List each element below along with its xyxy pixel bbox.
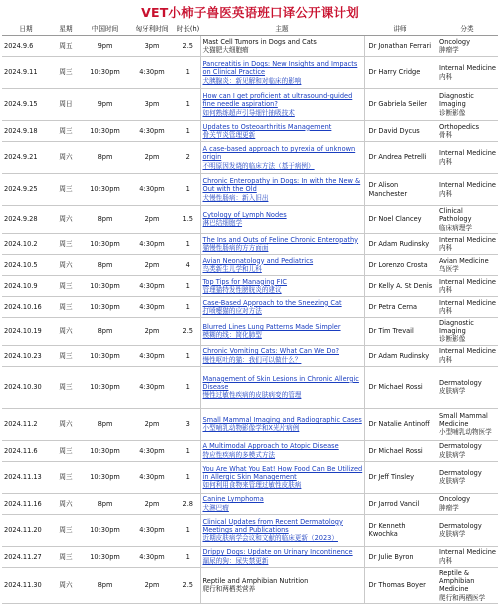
cell-china-time: 10:30pm (82, 461, 128, 493)
topic-link-en: Reptile and Amphibian Nutrition (202, 577, 309, 586)
cell-speaker: Dr Kelly A. St Denis (364, 275, 436, 296)
cell-category (436, 296, 498, 317)
topic-link-en[interactable]: You Are What You Eat! How Food Can Be Utilized in Allergic Skin Management (202, 464, 363, 482)
table-row (2, 567, 498, 603)
cell-date: 2024.11.2 (2, 408, 50, 440)
header-date: 日期 (2, 24, 50, 36)
cell-weekday: 周三 (50, 275, 82, 296)
topic-link-cn[interactable]: 淋巴结细胞学 (202, 219, 243, 228)
category-cn: 临床病理学 (439, 223, 472, 232)
header-duration: 时长(h) (176, 24, 200, 36)
category-en: Orthopedics (439, 122, 480, 131)
cell-category (436, 206, 498, 234)
cell-hungary-time: 2pm (128, 317, 176, 345)
cell-topic (200, 567, 364, 603)
cell-topic (200, 366, 364, 408)
cell-duration: 1 (176, 121, 200, 142)
cell-china-time: 10:30pm (82, 514, 128, 546)
cell-speaker: Dr Julie Byron (364, 546, 436, 567)
cell-china-time: 10:30pm (82, 233, 128, 254)
category-en: Internal Medicine (439, 235, 496, 244)
cell-topic (200, 440, 364, 461)
cell-hungary-time: 4:30pm (128, 461, 176, 493)
cell-duration: 2.5 (176, 317, 200, 345)
header-china-time: 中国时间 (82, 24, 128, 36)
cell-category (436, 440, 498, 461)
cell-speaker: Dr Gabriela Seiler (364, 89, 436, 121)
topic-link-en[interactable]: Canine Lymphoma (202, 495, 264, 504)
cell-duration: 1 (176, 440, 200, 461)
table-row (2, 233, 498, 254)
topic-link-cn[interactable]: 漏尿的狗：尿失禁更新 (202, 556, 269, 565)
topic-link-en[interactable]: Small Mammal Imaging and Radiographic Cases (202, 415, 362, 424)
cell-duration: 1 (176, 296, 200, 317)
cell-china-time: 8pm (82, 408, 128, 440)
topic-link-en[interactable]: Chronic Enteropathy in Dogs: In with the New & Out with the Old (202, 177, 361, 194)
cell-hungary-time: 2pm (128, 254, 176, 275)
cell-topic (200, 89, 364, 121)
cell-weekday: 周三 (50, 345, 82, 366)
category-cn: 小型哺乳动物医学 (439, 428, 492, 437)
cell-topic (200, 408, 364, 440)
category-cn: 骨科 (439, 131, 453, 139)
table-row (2, 546, 498, 567)
category-cn: 肿瘤学 (439, 503, 459, 512)
schedule-table (2, 24, 498, 604)
cell-china-time: 10:30pm (82, 174, 128, 206)
category-cn: 皮肤病学 (439, 530, 466, 539)
cell-weekday: 周三 (50, 461, 82, 493)
cell-weekday: 周六 (50, 254, 82, 275)
cell-duration: 1 (176, 546, 200, 567)
cell-date: 2024.11.13 (2, 461, 50, 493)
cell-category (436, 121, 498, 142)
cell-speaker: Dr Adam Rudinsky (364, 345, 436, 366)
topic-link-en[interactable]: Clinical Updates from Recent Dermatology Meetings and Publications (202, 517, 343, 535)
cell-duration: 2.8 (176, 493, 200, 514)
cell-date: 2024.9.21 (2, 142, 50, 174)
cell-category (436, 36, 498, 57)
category-cn: 内科 (439, 157, 453, 166)
cell-topic (200, 345, 364, 366)
cell-china-time: 10:30pm (82, 275, 128, 296)
category-en: Internal Medicine (439, 149, 496, 158)
cell-category (436, 461, 498, 493)
cell-hungary-time: 4:30pm (128, 345, 176, 366)
cell-category (436, 275, 498, 296)
header-row (2, 24, 498, 36)
topic-link-cn[interactable]: 特应性疾病的多模式方法 (202, 450, 276, 459)
topic-link-cn[interactable]: 小型哺乳动物影像学和X光片病例 (202, 424, 300, 433)
cell-category (436, 546, 498, 567)
table-row (2, 254, 498, 275)
cell-duration: 1 (176, 366, 200, 408)
topic-link-cn[interactable]: 如何利用食物来管理过敏性皮肤病 (202, 481, 302, 490)
cell-speaker: Dr Kenneth Kwochka (364, 514, 436, 546)
cell-date: 2024.11.30 (2, 567, 50, 603)
cell-china-time: 10:30pm (82, 345, 128, 366)
category-cn: 爬行和两栖医学 (439, 593, 486, 602)
category-cn: 鸟医学 (439, 264, 459, 273)
cell-topic (200, 514, 364, 546)
topic-link-en: Mast Cell Tumors in Dogs and Cats (202, 37, 317, 46)
cell-category (436, 142, 498, 174)
cell-duration: 1 (176, 275, 200, 296)
topic-link-en[interactable]: Cytology of Lymph Nodes (202, 211, 287, 220)
topic-link-cn[interactable]: 猫慢性肠病的方方面面 (202, 243, 269, 252)
category-en: Internal Medicine (439, 548, 496, 557)
cell-category (436, 233, 498, 254)
cell-china-time: 9pm (82, 89, 128, 121)
cell-speaker: Dr Lorenzo Crosta (364, 254, 436, 275)
category-cn: 内科 (439, 72, 453, 81)
topic-link-en[interactable]: Case-Based Approach to the Sneezing Cat (202, 298, 342, 307)
cell-date: 2024.11.27 (2, 546, 50, 567)
cell-topic (200, 296, 364, 317)
cell-speaker: Dr Adam Rudinsky (364, 233, 436, 254)
cell-category (436, 317, 498, 345)
cell-duration: 1 (176, 89, 200, 121)
cell-hungary-time: 2pm (128, 206, 176, 234)
cell-date: 2024.10.16 (2, 296, 50, 317)
cell-hungary-time: 4:30pm (128, 275, 176, 296)
cell-weekday: 周六 (50, 567, 82, 603)
table-row (2, 275, 498, 296)
cell-speaker: Dr Alison Manchester (364, 174, 436, 206)
cell-category (436, 57, 498, 89)
cell-china-time: 10:30pm (82, 440, 128, 461)
category-cn: 诊断影像 (439, 335, 466, 344)
cell-duration: 1 (176, 57, 200, 89)
cell-china-time: 8pm (82, 254, 128, 275)
header-category: 分类 (436, 24, 498, 36)
cell-duration: 1.5 (176, 206, 200, 234)
topic-link-cn: 犬猫肥大细胞瘤 (202, 46, 249, 54)
cell-hungary-time: 3pm (128, 36, 176, 57)
cell-topic (200, 206, 364, 234)
topic-link-en[interactable]: Avian Neonatology and Pediatrics (202, 256, 314, 265)
category-en: Dermatology (439, 468, 482, 477)
table-row (2, 36, 498, 57)
cell-speaker: Dr Noel Clancey (364, 206, 436, 234)
topic-link-en[interactable]: A Multimodal Approach to Atopic Disease (202, 442, 339, 451)
topic-link-cn[interactable]: 犬胰腺炎：新见解和对临床的影响 (202, 76, 302, 85)
cell-topic (200, 233, 364, 254)
cell-topic (200, 36, 364, 57)
topic-link-cn[interactable]: 骨关节炎管理更新 (202, 131, 256, 139)
header-speaker: 讲师 (364, 24, 436, 36)
topic-link-cn[interactable]: 管理猫特发性膀胱炎的建议 (202, 285, 282, 294)
topic-link-cn: 爬行和两栖类营养 (202, 585, 256, 594)
cell-category (436, 174, 498, 206)
cell-hungary-time: 4:30pm (128, 366, 176, 408)
category-cn: 内科 (439, 189, 453, 198)
cell-china-time: 8pm (82, 567, 128, 603)
cell-hungary-time: 4:30pm (128, 121, 176, 142)
cell-china-time: 9pm (82, 36, 128, 57)
cell-duration: 2.5 (176, 36, 200, 57)
cell-weekday: 周六 (50, 408, 82, 440)
table-row (2, 493, 498, 514)
cell-speaker: Dr Petra Cerna (364, 296, 436, 317)
cell-date: 2024.9.18 (2, 121, 50, 142)
cell-duration: 1 (176, 233, 200, 254)
cell-weekday: 周三 (50, 366, 82, 408)
cell-speaker: Dr Andrea Petrelli (364, 142, 436, 174)
category-cn: 内科 (439, 243, 453, 252)
table-row (2, 142, 498, 174)
topic-link-en[interactable]: Management of Skin Lesions in Chronic Allergic Disease (202, 374, 359, 392)
schedule-body (2, 36, 498, 604)
cell-speaker: Dr Harry Cridge (364, 57, 436, 89)
cell-china-time: 10:30pm (82, 57, 128, 89)
cell-hungary-time: 2pm (128, 408, 176, 440)
cell-duration: 1 (176, 345, 200, 366)
table-row (2, 206, 498, 234)
cell-weekday: 周三 (50, 233, 82, 254)
cell-duration: 1 (176, 514, 200, 546)
cell-weekday: 周三 (50, 514, 82, 546)
cell-speaker: Dr Tim Trevail (364, 317, 436, 345)
cell-topic (200, 275, 364, 296)
category-en: Internal Medicine (439, 64, 496, 73)
cell-weekday: 周日 (50, 89, 82, 121)
category-cn: 肿瘤学 (439, 46, 459, 54)
cell-duration: 2 (176, 142, 200, 174)
topic-link-en[interactable]: Top Tips for Managing FIC (202, 277, 288, 286)
table-row (2, 440, 498, 461)
category-en: Clinical Pathology (439, 207, 472, 224)
topic-link-en[interactable]: Pancreatitis in Dogs: New Insights and Impacts on Clinical Practice (202, 60, 358, 77)
table-row (2, 121, 498, 142)
cell-speaker: Dr David Dycus (364, 121, 436, 142)
category-en: Dermatology (439, 521, 482, 530)
topic-link-cn[interactable]: 慢性呕吐的猫：我们可以做什么？ (202, 355, 302, 364)
cell-china-time: 10:30pm (82, 121, 128, 142)
cell-hungary-time: 2pm (128, 493, 176, 514)
cell-date: 2024.9.11 (2, 57, 50, 89)
cell-china-time: 8pm (82, 317, 128, 345)
category-en: Reptile & Amphibian Medicine (439, 568, 475, 594)
cell-date: 2024.10.5 (2, 254, 50, 275)
cell-hungary-time: 4:30pm (128, 233, 176, 254)
table-row (2, 174, 498, 206)
cell-hungary-time: 4:30pm (128, 174, 176, 206)
cell-topic (200, 493, 364, 514)
cell-speaker: Dr Michael Rossi (364, 366, 436, 408)
cell-weekday: 周三 (50, 121, 82, 142)
topic-link-cn[interactable]: 如何熟练超声引导细针抽吸技术 (202, 108, 295, 117)
cell-china-time: 10:30pm (82, 296, 128, 317)
cell-date: 2024.11.20 (2, 514, 50, 546)
header-topic: 主题 (200, 24, 364, 36)
category-en: Internal Medicine (439, 181, 496, 190)
cell-speaker: Dr Jarrod Vancil (364, 493, 436, 514)
cell-weekday: 周三 (50, 57, 82, 89)
cell-china-time: 8pm (82, 493, 128, 514)
topic-link-cn[interactable]: 不明原因发烧的临床方法（基于病例） (202, 161, 315, 170)
cell-topic (200, 546, 364, 567)
cell-category (436, 366, 498, 408)
header-weekday: 星期 (50, 24, 82, 36)
table-row (2, 296, 498, 317)
topic-link-en[interactable]: A case-based approach to pyrexia of unknown origin (202, 145, 356, 162)
cell-date: 2024.11.6 (2, 440, 50, 461)
cell-china-time: 10:30pm (82, 546, 128, 567)
topic-link-en[interactable]: The Ins and Outs of Feline Chronic Enteropathy (202, 235, 359, 244)
topic-link-en[interactable]: Chronic Vomiting Cats: What Can We Do? (202, 347, 340, 356)
topic-link-cn[interactable]: 近期皮肤病学会议和文献的临床更新（2023） (202, 534, 338, 543)
cell-speaker: Dr Natalie Antinoff (364, 408, 436, 440)
cell-category (436, 493, 498, 514)
cell-topic (200, 57, 364, 89)
cell-duration: 3 (176, 408, 200, 440)
header-hungary-time: 匈牙利时间 (128, 24, 176, 36)
cell-weekday: 周三 (50, 174, 82, 206)
cell-china-time: 8pm (82, 206, 128, 234)
cell-weekday: 周六 (50, 493, 82, 514)
category-en: Oncology (439, 37, 470, 46)
cell-weekday: 周三 (50, 296, 82, 317)
category-en: Internal Medicine (439, 347, 496, 356)
cell-date: 2024.10.9 (2, 275, 50, 296)
category-cn: 内科 (439, 355, 453, 364)
category-cn: 皮肤病学 (439, 387, 466, 396)
cell-hungary-time: 2pm (128, 142, 176, 174)
cell-duration: 1 (176, 461, 200, 493)
cell-weekday: 周六 (50, 142, 82, 174)
cell-topic (200, 461, 364, 493)
cell-category (436, 567, 498, 603)
cell-weekday: 周六 (50, 206, 82, 234)
cell-date: 2024.9.15 (2, 89, 50, 121)
cell-topic (200, 142, 364, 174)
category-en: Dermatology (439, 378, 482, 387)
category-en: Internal Medicine (439, 298, 496, 307)
cell-category (436, 89, 498, 121)
category-en: Avian Medicine (439, 256, 489, 265)
cell-speaker: Dr Michael Rossi (364, 440, 436, 461)
table-row (2, 461, 498, 493)
cell-china-time: 10:30pm (82, 366, 128, 408)
cell-category (436, 254, 498, 275)
category-en: Small Mammal Medicine (439, 411, 488, 429)
cell-date: 2024.10.2 (2, 233, 50, 254)
cell-hungary-time: 4:30pm (128, 440, 176, 461)
cell-topic (200, 317, 364, 345)
category-cn: 内科 (439, 285, 453, 294)
cell-date: 2024.9.28 (2, 206, 50, 234)
cell-duration: 1 (176, 174, 200, 206)
cell-date: 2024.10.23 (2, 345, 50, 366)
table-row (2, 408, 498, 440)
topic-link-en[interactable]: How can I get proficient at ultrasound-guided fine needle aspiration? (202, 92, 353, 109)
category-en: Diagnostic Imaging (439, 92, 474, 109)
cell-weekday: 周三 (50, 546, 82, 567)
cell-date: 2024.10.19 (2, 317, 50, 345)
cell-hungary-time: 4:30pm (128, 296, 176, 317)
cell-speaker: Dr Thomas Boyer (364, 567, 436, 603)
cell-weekday: 周六 (50, 317, 82, 345)
category-cn: 皮肤病学 (439, 450, 466, 459)
topic-link-cn[interactable]: 鸟类新生儿学和儿科 (202, 264, 262, 273)
table-row (2, 57, 498, 89)
cell-date: 2024.10.30 (2, 366, 50, 408)
cell-topic (200, 254, 364, 275)
category-cn: 诊断影像 (439, 108, 466, 117)
cell-date: 2024.11.16 (2, 493, 50, 514)
category-cn: 内科 (439, 306, 453, 315)
category-en: Oncology (439, 495, 470, 504)
cell-category (436, 345, 498, 366)
cell-speaker: Dr Jonathan Ferrari (364, 36, 436, 57)
category-en: Dermatology (439, 442, 482, 451)
cell-duration: 2.5 (176, 567, 200, 603)
cell-topic (200, 121, 364, 142)
table-row (2, 345, 498, 366)
cell-duration: 4 (176, 254, 200, 275)
cell-topic (200, 174, 364, 206)
topic-link-cn[interactable]: 犬慢性肠病：新入旧出 (202, 193, 269, 202)
table-row (2, 317, 498, 345)
cell-date: 2024.9.25 (2, 174, 50, 206)
cell-category (436, 514, 498, 546)
table-row (2, 366, 498, 408)
cell-hungary-time: 4:30pm (128, 57, 176, 89)
cell-hungary-time: 4:30pm (128, 514, 176, 546)
table-row (2, 89, 498, 121)
cell-hungary-time: 4:30pm (128, 546, 176, 567)
cell-china-time: 8pm (82, 142, 128, 174)
cell-weekday: 周五 (50, 36, 82, 57)
topic-link-cn[interactable]: 模糊的线：简化肺型 (202, 331, 262, 340)
topic-link-en[interactable]: Drippy Dogs: Update on Urinary Incontinence (202, 548, 353, 557)
category-cn: 内科 (439, 556, 453, 565)
topic-link-en[interactable]: Updates to Osteoarthritis Management (202, 122, 332, 131)
cell-category (436, 408, 498, 440)
topic-link-en[interactable]: Blurred Lines Lung Patterns Made Simpler (202, 323, 341, 332)
category-en: Internal Medicine (439, 277, 496, 286)
category-cn: 皮肤病学 (439, 477, 466, 486)
cell-speaker: Dr Jeff Tinsley (364, 461, 436, 493)
topic-link-cn[interactable]: 打喷嚏猫的应对方法 (202, 306, 262, 315)
topic-link-cn[interactable]: 慢性过敏性疾病的皮肤病变的管理 (202, 391, 302, 400)
table-row (2, 514, 498, 546)
cell-weekday: 周三 (50, 440, 82, 461)
category-en: Diagnostic Imaging (439, 318, 474, 336)
cell-hungary-time: 2pm (128, 567, 176, 603)
cell-hungary-time: 3pm (128, 89, 176, 121)
page-title: VET小柿子兽医英语班口译公开课计划 (141, 5, 359, 20)
topic-link-cn[interactable]: 犬淋巴瘤 (202, 503, 229, 512)
cell-date: 2024.9.6 (2, 36, 50, 57)
